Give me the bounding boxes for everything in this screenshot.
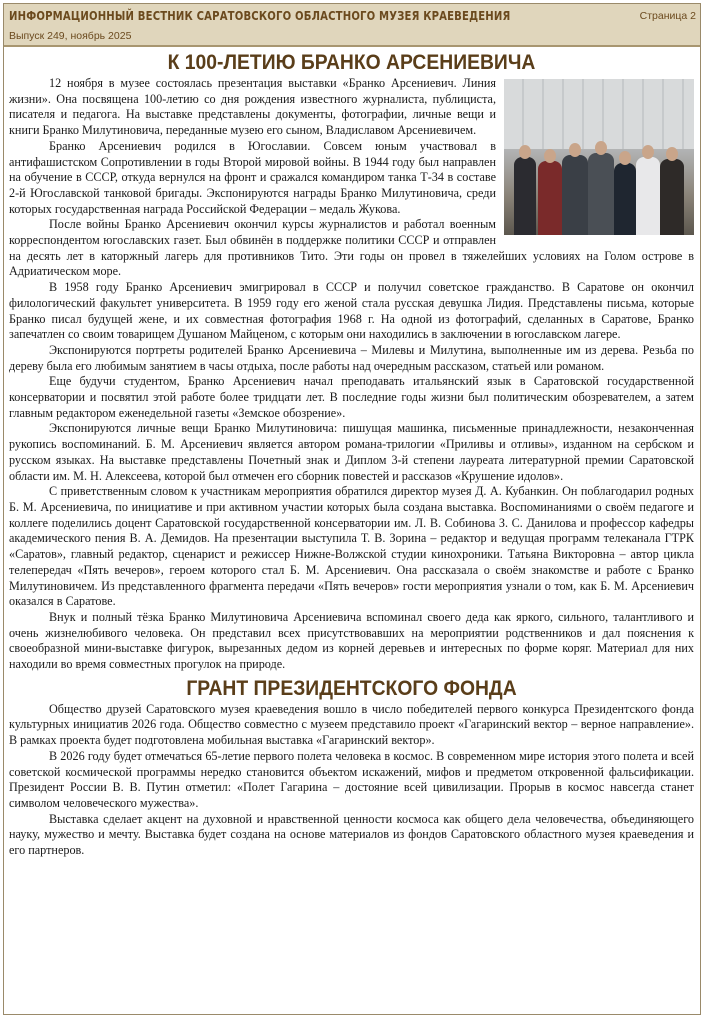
paragraph: Еще будучи студентом, Бранко Арсениевич начал преподавать итальянский язык в Саратовской государственной консерватории и посвятил этой работе более тридцати лет. В последние годы жизни был политическим обозревателем, а затем главным редактором еженедельной газеты «Земское обозрение».: [9, 374, 694, 420]
exhibition-group-photo: [504, 79, 694, 235]
paragraph: Бранко Арсениевич родился в Югославии. Совсем юным участвовал в антифашистском Сопротивлении в годы Второй мировой войны. В 1944 году был направлен на обучение в СССР, откуда вернулся на фронт и сражался командиром танка Т-34 в составе 2-й Югославской танковой бригады. Экспонируются награды Бранко Милутиновича, среди которых государственная награда Российской Федерации – медаль Жукова.: [9, 138, 496, 216]
paragraph: В 1958 году Бранко Арсениевич эмигрировал в СССР и получил советское гражданство. В Саратове он окончил филологический факультет университета. В 1959 году его женой стала русская девушка Лидия. Представлены письма, которые Бранко писал будущей жене, и их совместная фотография 1968 г. На одной из фотографий, сделанных в Саратове, Бранко запечатлен со своим товарищем Душаном Майценом, с которым они находились в заключении в югославском лагере.: [9, 280, 694, 342]
page-content: [4, 51, 700, 859]
paragraph: После войны Бранко Арсениевич окончил курсы журналистов и работал военным корреспондентом югославских газет. Был обвинён в поддержке политики СССР и отправлен на десять лет в каторжный лагерь для противников Тито. Эти годы он провел в тяжелейших условиях на Голом острове в Адриатическом море.: [9, 217, 694, 279]
paragraph: Экспонируются портреты родителей Бранко Арсениевича – Милевы и Милутина, выполненные им из дерева. Резьба по дереву была его любимым занятием в часы отдыха, после работы над очередным рассказом, статьей или романом.: [9, 342, 694, 373]
paragraph: В 2026 году будет отмечаться 65-летие первого полета человека в космос. В современном мире история этого полета и всей советской космической программы нередко становится объектом искажений, мифов и предметом откровенной фальсификации. Президент России В. В. Путин отметил: «Полет Гагарина – достояние всей цивилизации. Прорыв в космос навсегда станет символом человеческого мужества».: [9, 748, 694, 810]
issue-label: Выпуск 249, ноябрь 2025: [9, 30, 132, 42]
newsletter-title: ИНФОРМАЦИОННЫЙ ВЕСТНИК САРАТОВСКОГО ОБЛАСТНОГО МУЗЕЯ КРАЕВЕДЕНИЯ: [9, 9, 511, 23]
article-body-branko: [9, 76, 694, 673]
article-body-grant: [9, 702, 694, 859]
article-title-branko: К 100-ЛЕТИЮ БРАНКО АРСЕНИЕВИЧА: [167, 51, 536, 74]
newsletter-page: [3, 3, 701, 1015]
paragraph: Экспонируются личные вещи Бранко Милутиновича: пишущая машинка, письменные принадлежности, незаконченная рукопись воспоминаний. Б. М. Арсениевич является автором романа-трилогии «Приливы и отливы», изданном на сербском и русском языках. На выставке представлены Почетный знак и Диплом 3-й степени лауреата литературной премии Саратовской области им. М. Н. Алексеева, которой был отмечен его сборник повестей и рассказов «Крушение идолов».: [9, 421, 694, 483]
paragraph: Общество друзей Саратовского музея краеведения вошло в число победителей первого конкурса Президентского фонда культурных инициатив 2026 года. Общество совместно с музеем представило проект «Гагаринский вектор – верное направление». В рамках проекта будет подготовлена мобильная выставка «Гагаринский вектор».: [9, 701, 694, 748]
paragraph: Выставка сделает акцент на духовной и нравственной ценности космоса как общего дела человечества, объединяющего науку, мужество и мечту. Выставка будет создана на основе материалов из фондов Саратовского областного музея краеведения и его партнеров.: [9, 811, 694, 858]
paragraph: С приветственным словом к участникам мероприятия обратился директор музея Д. А. Кубанкин. Он поблагодарил родных Б. М. Арсениевича, по инициативе и при активном участии которых была создана выставка. Воспоминаниями о своём педагоге и коллеге поделились доцент Саратовской государственной консерватории им. Л. В. Собинова З. С. Данилова и профессор кафедры академического пения В. А. Демидов. На презентации выступила Т. В. Зорина – редактор и ведущая программ телеканала ГТРК «Саратов», главный редактор, сценарист и режиссер Нижне-Волжской студии кинохроники. Татьяна Викторовна – автор цикла телепередач «Пять вечеров», героем которого стал Б. М. Арсениевич. Она рассказала о своём знакомстве и работе с Бранко Милутиновичем. Из представленного фрагмента передачи «Пять вечеров» гости мероприятия узнали о том, как Б. М. Арсениевич оказался в Саратове.: [9, 484, 694, 609]
article-title-grant: ГРАНТ ПРЕЗИДЕНТСКОГО ФОНДА: [186, 676, 517, 700]
paragraph: Внук и полный тёзка Бранко Милутиновича Арсениевича вспоминал своего деда как яркого, сильного, талантливого и очень жизнелюбивого человека. Он представил всех присутствовавших на мероприятии родственников и дал пояснения к своеобразной мини-выставке фигурок, вырезанных дедом из корней деревьев и интересных по форме коряг. Материал для них находили во время совместных прогулок на природе.: [9, 609, 694, 672]
page-number: Страница 2: [639, 10, 696, 22]
newsletter-header: [4, 4, 700, 47]
paragraph: 12 ноября в музее состоялась презентация выставки «Бранко Арсениевич. Линия жизни». Она посвящена 100-летию со дня рождения известного журналиста, публициста, писателя и педагога. На выставке представлены документы, фотографии, личные вещи и книги Бранко Милутиновича, переданные музею его сыном, Владиславом Арсениевичем.: [9, 76, 496, 138]
